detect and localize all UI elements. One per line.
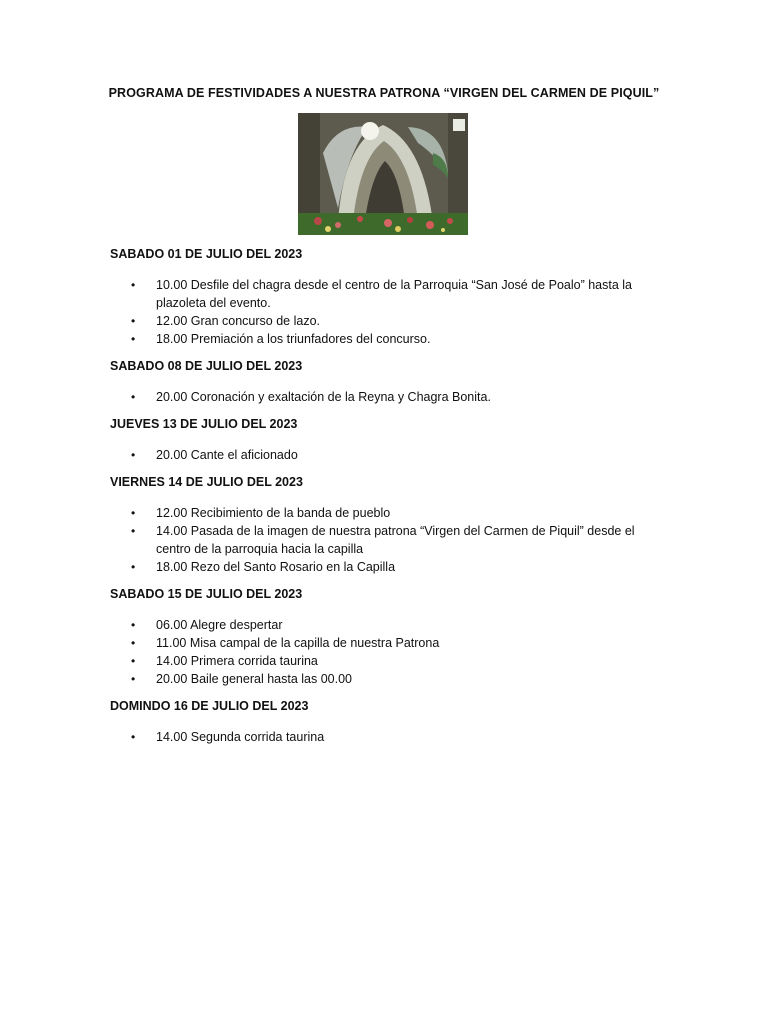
bullet-icon: • bbox=[131, 560, 136, 574]
bullet-icon: • bbox=[131, 524, 136, 538]
event-item bbox=[110, 652, 670, 670]
event-text: 14.00 Pasada de la imagen de nuestra patrona “Virgen del Carmen de Piquil” desde el centro de la parroquia hacia la capilla bbox=[156, 524, 635, 556]
bullet-icon: • bbox=[131, 278, 136, 292]
bullet-icon: • bbox=[131, 314, 136, 328]
event-item bbox=[110, 388, 670, 406]
event-list bbox=[110, 616, 670, 688]
event-text: 18.00 Premiación a los triunfadores del concurso. bbox=[156, 332, 431, 346]
event-list bbox=[110, 446, 670, 464]
event-item bbox=[110, 558, 670, 576]
event-text: 11.00 Misa campal de la capilla de nuestra Patrona bbox=[156, 636, 440, 650]
event-text: 12.00 Gran concurso de lazo. bbox=[156, 314, 320, 328]
day-heading: SABADO 01 DE JULIO DEL 2023 bbox=[110, 247, 303, 261]
event-text: 14.00 Primera corrida taurina bbox=[156, 654, 318, 668]
event-text: 06.00 Alegre despertar bbox=[156, 618, 283, 632]
bullet-icon: • bbox=[131, 332, 136, 346]
event-text: 20.00 Coronación y exaltación de la Reyna y Chagra Bonita. bbox=[156, 390, 491, 404]
event-item bbox=[110, 276, 670, 312]
virgin-shrine-photo bbox=[298, 113, 468, 235]
document-title: PROGRAMA DE FESTIVIDADES A NUESTRA PATRONA “VIRGEN DEL CARMEN DE PIQUIL” bbox=[108, 86, 660, 100]
event-text: 14.00 Segunda corrida taurina bbox=[156, 730, 325, 744]
event-item bbox=[110, 670, 670, 688]
event-list bbox=[110, 728, 670, 746]
day-heading: SABADO 15 DE JULIO DEL 2023 bbox=[110, 587, 303, 601]
bullet-icon: • bbox=[131, 390, 136, 404]
bullet-icon: • bbox=[131, 618, 136, 632]
event-item bbox=[110, 330, 670, 348]
bullet-icon: • bbox=[131, 506, 136, 520]
bullet-icon: • bbox=[131, 636, 136, 650]
day-heading: VIERNES 14 DE JULIO DEL 2023 bbox=[110, 475, 303, 489]
event-text: 12.00 Recibimiento de la banda de pueblo bbox=[156, 506, 391, 520]
event-item bbox=[110, 504, 670, 522]
event-text: 20.00 Cante el aficionado bbox=[156, 448, 298, 462]
bullet-icon: • bbox=[131, 448, 136, 462]
bullet-icon: • bbox=[131, 730, 136, 744]
event-item bbox=[110, 634, 670, 652]
event-text: 10.00 Desfile del chagra desde el centro de la Parroquia “San José de Poalo” hasta la plazoleta del evento. bbox=[156, 278, 632, 310]
event-item bbox=[110, 522, 670, 558]
day-heading: DOMINDO 16 DE JULIO DEL 2023 bbox=[110, 699, 309, 713]
event-item bbox=[110, 446, 670, 464]
event-list bbox=[110, 276, 670, 348]
event-list bbox=[110, 388, 670, 406]
bullet-icon: • bbox=[131, 672, 136, 686]
event-list bbox=[110, 504, 670, 576]
event-item bbox=[110, 312, 670, 330]
schedule bbox=[110, 246, 670, 756]
event-text: 18.00 Rezo del Santo Rosario en la Capilla bbox=[156, 560, 396, 574]
event-text: 20.00 Baile general hasta las 00.00 bbox=[156, 672, 352, 686]
event-item bbox=[110, 616, 670, 634]
day-heading: SABADO 08 DE JULIO DEL 2023 bbox=[110, 359, 303, 373]
bullet-icon: • bbox=[131, 654, 136, 668]
day-heading: JUEVES 13 DE JULIO DEL 2023 bbox=[110, 417, 298, 431]
event-item bbox=[110, 728, 670, 746]
